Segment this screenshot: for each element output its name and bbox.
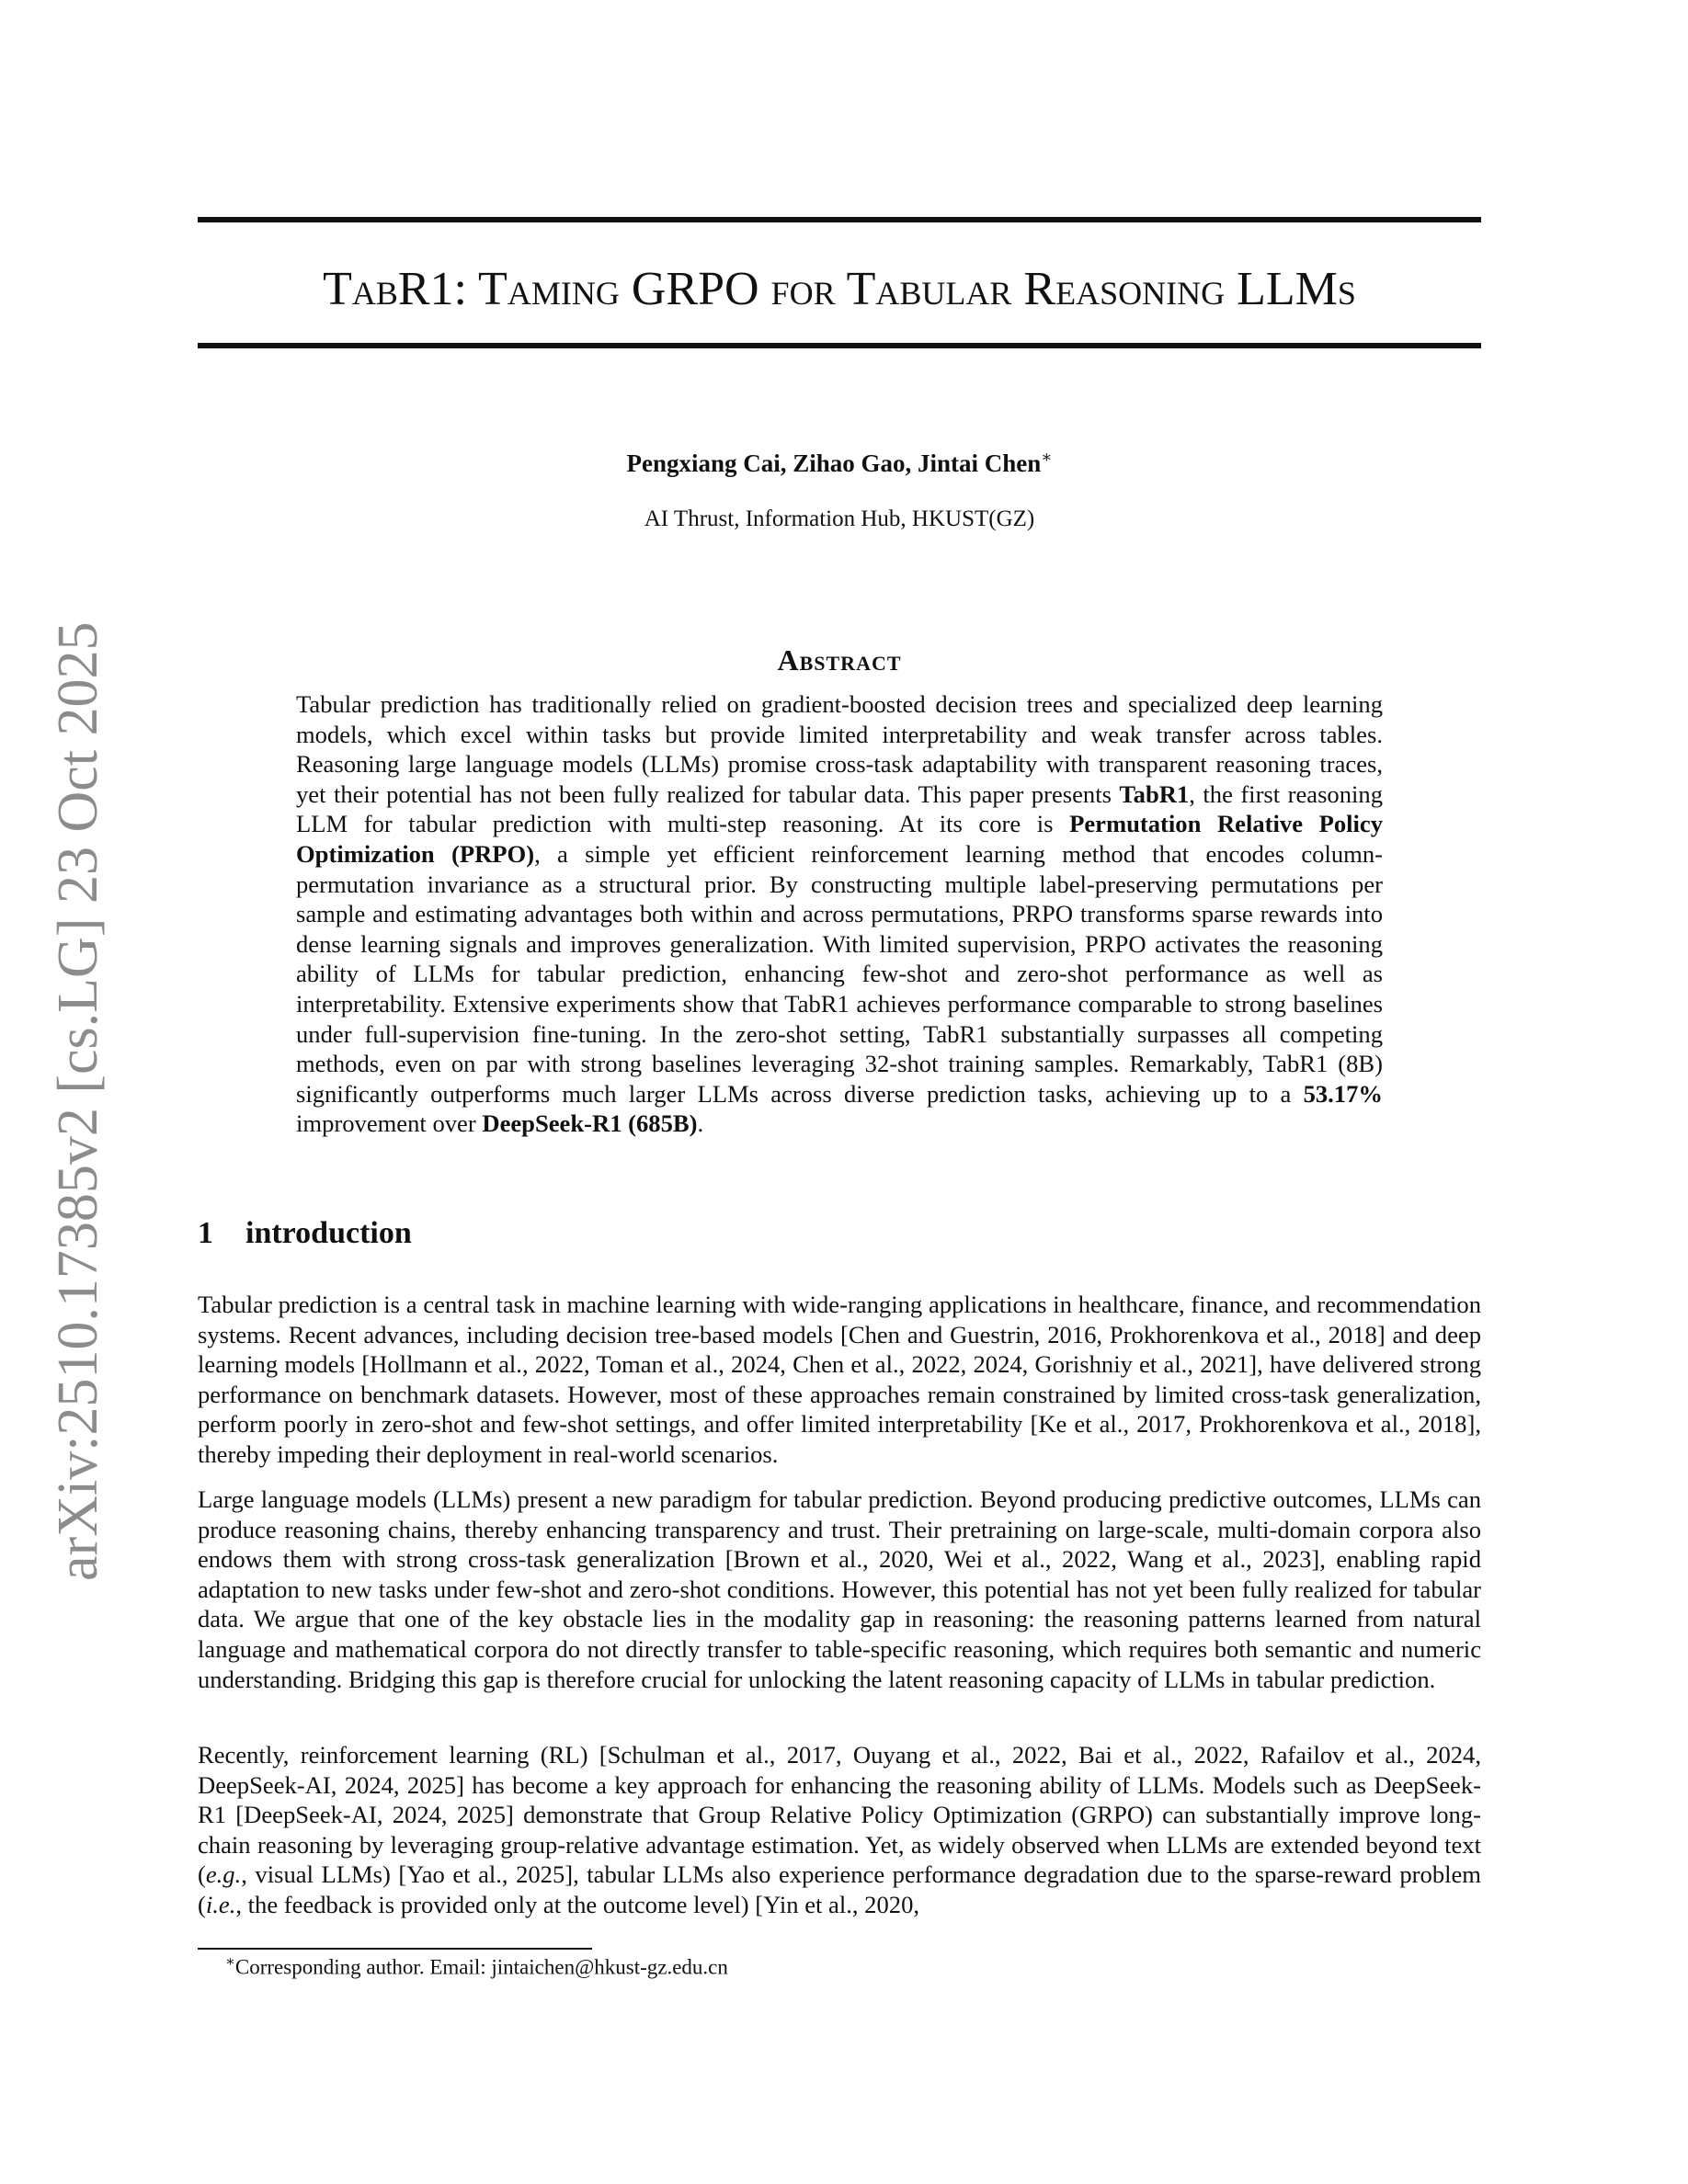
paragraph-text: Recently, reinforcement learning (RL) [Schulman et al., 2017, Ouyang et al., 2022, Bai et al., 2022, Rafailov et al., 2024, DeepSeek-AI, 2024, 2025] has become a key approach for enhancing the reasoning ability of LLMs. Models such as DeepSeek-R1 [DeepSeek-AI, 2024, 2025] demonstrate that Group Relative Policy Optimization (GRPO) can substantially improve long-chain reasoning by leveraging group-relative advantage estimation. Yet, as widely observed when LLMs are extended beyond text ( bbox=[198, 1741, 1481, 1889]
paragraph-text: , the feedback is provided only at the outcome level) [Yin et al., 2020, bbox=[235, 1890, 920, 1918]
title-grpo: GRPO bbox=[631, 263, 759, 315]
section-number: 1 bbox=[198, 1216, 213, 1250]
abstract-text: , the first reasoning LLM for tabular prediction with multi-step reasoning. At its core is bbox=[296, 779, 1384, 838]
abstract-heading: Abstract bbox=[777, 643, 902, 677]
abstract-text: improvement over bbox=[296, 1109, 483, 1138]
footnote bbox=[225, 1952, 728, 1980]
section-heading bbox=[198, 1216, 412, 1251]
section-title: introduction bbox=[245, 1216, 412, 1250]
arxiv-identifier: arXiv:2510.17385v2 [cs.LG] 23 Oct 2025 bbox=[47, 621, 109, 1581]
abstract-body bbox=[296, 689, 1383, 1139]
abstract-text: Tabular prediction has traditionally relied on gradient-boosted decision trees and specialized deep learning models, which excel within tasks but provide limited interpretability and weak transfer across tables. Reasoning large language models (LLMs) promise cross-task adaptability with transparent reasoning traces, yet their potential has not been fully realized for tabular data. This paper presents bbox=[296, 690, 1383, 808]
paper-title bbox=[198, 257, 1481, 322]
corresponding-mark: ∗ bbox=[1041, 448, 1053, 466]
paragraph-italic: e.g. bbox=[205, 1860, 242, 1889]
abstract-text: . bbox=[697, 1109, 704, 1138]
paragraph-text: , visual LLMs) [Yao et al., 2025], tabular LLMs also experience performance degradation due to the sparse-reward problem ( bbox=[198, 1860, 1481, 1918]
title-llm: LLM bbox=[1237, 263, 1338, 315]
footnote-rule bbox=[198, 1948, 592, 1950]
abstract-bold: DeepSeek-R1 (685B) bbox=[482, 1109, 698, 1138]
abstract-text: , a simple yet efficient reinforcement learning method that encodes column-permutation invariance as a structural prior. By constructing multiple label-preserving permutations per sample and estimating advantages both within and across permutations, PRPO transforms sparse rewards into dense learning signals and improves generalization. With limited supervision, PRPO activates the reasoning ability of LLMs for tabular prediction, enhancing few-shot and zero-shot performance as well as interpretability. Extensive experiments show that TabR1 achieves performance comparable to strong baselines under full-supervision fine-tuning. In the zero-shot setting, TabR1 substantially surpasses all competing methods, even on par with strong baselines leveraging 32-shot training samples. Remarkably, TabR1 (8B) significantly outperforms much larger LLMs across diverse prediction tasks, achieving up to a bbox=[296, 839, 1384, 1108]
title-prefix: TabR1: Taming bbox=[323, 263, 632, 315]
title-top-rule bbox=[198, 217, 1481, 222]
author-list bbox=[198, 448, 1481, 478]
abstract-bold: 53.17% bbox=[1303, 1079, 1383, 1108]
paragraph-italic: i.e. bbox=[205, 1890, 236, 1918]
author-names: Pengxiang Cai, Zihao Gao, Jintai Chen bbox=[626, 449, 1042, 477]
footnote-mark: ∗ bbox=[225, 1954, 235, 1970]
intro-paragraph-2: Large language models (LLMs) present a new paradigm for tabular prediction. Beyond producing predictive outcomes, LLMs can produce reasoning chains, thereby enhancing transparency and trust. Their pretraining on large-scale, multi-domain corpora also endows them with strong cross-task generalization [Brown et al., 2020, Wei et al., 2022, Wang et al., 2023], enabling rapid adaptation to new tasks under few-shot and zero-shot conditions. However, this potential has not yet been fully realized for tabular data. We argue that one of the key obstacle lies in the modality gap in reasoning: the reasoning patterns learned from natural language and mathematical corpora do not directly transfer to table-specific reasoning, which requires both semantic and numeric understanding. Bridging this gap is therefore crucial for unlocking the latent reasoning capacity of LLMs in tabular prediction. bbox=[198, 1485, 1481, 1693]
intro-paragraph-1: Tabular prediction is a central task in machine learning with wide-ranging applications in healthcare, finance, and recommendation systems. Recent advances, including decision tree-based models [Chen and Guestrin, 2016, Prokhorenkova et al., 2018] and deep learning models [Hollmann et al., 2022, Toman et al., 2024, Chen et al., 2022, 2024, Gorishniy et al., 2021], have delivered strong performance on benchmark datasets. However, most of these approaches remain constrained by limited cross-task generalization, perform poorly in zero-shot and few-shot settings, and offer limited interpretability [Ke et al., 2017, Prokhorenkova et al., 2018], thereby impeding their deployment in real-world scenarios. bbox=[198, 1291, 1481, 1468]
title-middle: for Tabular Reasoning bbox=[758, 263, 1237, 315]
affiliation: AI Thrust, Information Hub, HKUST(GZ) bbox=[644, 506, 1035, 531]
abstract-bold: Permutation Relative Policy Optimization (PRPO) bbox=[296, 810, 1383, 868]
title-suffix: s bbox=[1337, 263, 1356, 315]
intro-paragraph-3 bbox=[198, 1740, 1481, 1920]
title-bottom-rule bbox=[198, 343, 1481, 348]
footnote-text: Corresponding author. Email: jintaichen@hkust-gz.edu.cn bbox=[234, 1955, 728, 1979]
abstract-bold: TabR1 bbox=[1119, 779, 1190, 808]
